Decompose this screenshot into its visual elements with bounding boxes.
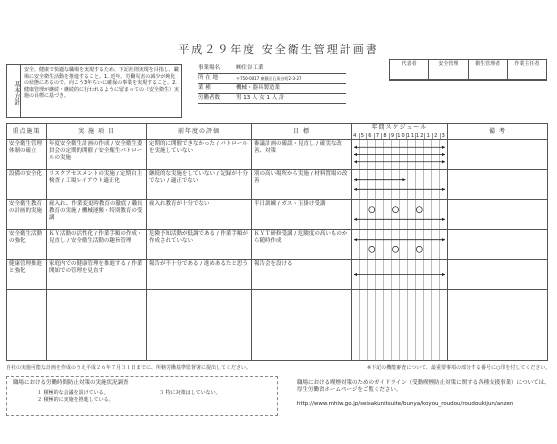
schedule-grid-column	[415, 290, 423, 360]
schedule-arrowhead	[354, 218, 357, 221]
row-notes	[448, 200, 548, 230]
table-row	[7, 140, 548, 170]
month-label: 8	[381, 133, 389, 139]
schedule-circle	[416, 207, 422, 213]
month-label: 10	[397, 132, 406, 139]
schedule-arrowhead	[354, 178, 357, 181]
plan-table	[6, 123, 548, 361]
schedule-arrowhead	[442, 153, 445, 156]
empty-cell	[147, 290, 252, 361]
schedule-arrowhead	[442, 188, 445, 191]
instruction-note: ※下記の機能審査について、最重要事項の部分する番号に○印を付してください。	[367, 365, 551, 371]
table-row	[7, 200, 548, 230]
industry-value: 機械・器具製造業	[236, 85, 281, 92]
schedule-circle	[393, 246, 399, 252]
schedule-arrowhead	[442, 146, 445, 149]
survey-box	[6, 376, 278, 416]
schedule-arrowhead	[354, 160, 357, 163]
reference-text: 職場における喫煙対策のためのガイドライン（受動喫煙防止対策に関する各種支援事業）については、厚生労働省ホームページをご覧ください。	[297, 380, 550, 394]
schedule-arrowhead	[354, 146, 357, 149]
schedule-grid-column	[431, 290, 439, 360]
stamp-supervisor: 作業主任者	[508, 60, 546, 80]
schedule-grid-column	[423, 290, 431, 360]
schedule-grid-column	[375, 290, 383, 360]
schedule-grid-column	[367, 290, 375, 360]
schedule-grid-column	[391, 290, 399, 360]
row-notes	[448, 170, 548, 200]
schedule-arrowhead	[354, 153, 357, 156]
address-value: 〒750-0017 東銀区石炭台町2-3-27	[236, 76, 302, 81]
row-goal: 半日訓練 / ガス・玉掛け受講	[252, 200, 352, 230]
header-eval: 前年度の評価	[147, 124, 252, 140]
empty-cell	[448, 290, 548, 361]
survey-option[interactable]: １ 積極的な会議を設けている。	[37, 389, 109, 396]
policy-text: 安全、健康で快適な職場を実現するため、下記社則実現を目指し、職場に安全衛生活動を推進すること。1. 近年、労働災害の減少が鈍化の状態にあるので、向こう3年ちいに確保の事業を実現すること。2. 健康管理が継続・継続的に行われるように留まっての（安全衛生）実施の目標に基づき。	[24, 67, 180, 99]
schedule-grid	[352, 290, 447, 360]
table-row	[7, 260, 548, 290]
header-schedule	[352, 124, 448, 140]
row-goal: 審議計画の確認・見直し / 確実な改善、対策	[252, 140, 352, 170]
survey-option[interactable]: ２ 積極的に実施を推進している。	[37, 397, 114, 404]
month-label: 2	[432, 133, 440, 139]
row-notes	[448, 140, 548, 170]
basic-policy	[6, 64, 182, 118]
empty-cell	[47, 290, 147, 361]
schedule-marks	[352, 140, 447, 169]
empty-cell	[252, 290, 352, 361]
row-items: 年度安全衛生計画の作成 / 安全衛生委員会の定期的開催 / 安全衛生パトロールの実施	[47, 140, 147, 170]
schedule-grid-column	[439, 290, 447, 360]
schedule-arrowhead	[442, 238, 445, 241]
approval-stamps	[389, 59, 547, 81]
row-goal: ＫＹＴ研修受講 / 危険度の高いものから随時作成	[252, 230, 352, 260]
address-row	[198, 74, 346, 84]
reference-url[interactable]: http://www.mhlw.go.jp/seisakunitsuite/bunya/koyou_roudou/roudoukijun/anzen	[297, 400, 514, 407]
schedule-arrowhead	[354, 273, 357, 276]
office-row	[198, 64, 346, 74]
empty-cell	[7, 290, 47, 361]
reference-info	[297, 380, 551, 408]
survey-question: 職場における労働時間防止対策の実施状況調査	[13, 380, 129, 386]
schedule-circle	[393, 207, 399, 213]
row-schedule	[352, 230, 448, 260]
schedule-grid-column	[399, 290, 407, 360]
stamp-representative: 代表者	[390, 60, 429, 80]
table-row	[7, 230, 548, 260]
row-measure: 健康管理推進と強化	[7, 260, 47, 290]
row-items: 雇入れ、作業変更時教育の徹底 / 職長教育の実施 / 機械運搬・特別教育の受講	[47, 200, 147, 230]
row-eval: 危険予知活動が低調である / 作業手順が作成されていない	[147, 230, 252, 260]
month-label: 5	[359, 133, 367, 139]
row-goal: 別の高い場所から実施 / 材料置場の改善	[252, 170, 352, 200]
row-notes	[448, 230, 548, 260]
stamp-safety: 安全管理	[429, 60, 468, 80]
schedule-circle	[416, 246, 422, 252]
row-eval: 報告が不十分である / 進めあるたと思う	[147, 260, 252, 290]
row-items: リスクアセスメントの実施 / 定期自主検査 / 工場レイアウト適正化	[47, 170, 147, 200]
schedule-title: 年間スケジュール	[371, 124, 428, 132]
header-items: 実 施 項 目	[47, 124, 147, 140]
row-notes	[448, 260, 548, 290]
month-label: 9	[389, 133, 397, 139]
table-row-empty	[7, 290, 548, 361]
stamp-health: 衛生管理者	[469, 60, 508, 80]
table-header-row	[7, 124, 548, 140]
survey-option[interactable]: ３ 特に対策はしていない。	[159, 389, 221, 396]
month-label: 3	[440, 133, 448, 139]
row-eval: 雇入れ教育が十分でない	[147, 200, 252, 230]
submission-note: 自社の実施可能な計画を作成のうえ平成２６年７月３１日までに、所轄労働基準監督署に提出してください。	[6, 365, 252, 371]
row-measure: 安全衛生管理体制の確立	[7, 140, 47, 170]
row-measure: 安全衛生活動の強化	[7, 230, 47, 260]
schedule-arrowhead	[442, 218, 445, 221]
policy-label: 基本方針	[7, 65, 21, 117]
workers-value: 男 13 人 女 1 人 計	[236, 95, 285, 102]
schedule-arrowhead	[442, 160, 445, 163]
schedule-arrowhead	[402, 178, 405, 181]
header-goal: 目 標	[252, 124, 352, 140]
schedule-grid-column	[407, 290, 415, 360]
row-schedule-empty	[352, 290, 448, 361]
row-goal: 報告会を設ける	[252, 260, 352, 290]
row-schedule	[352, 140, 448, 170]
header-notes: 備 考	[448, 124, 548, 140]
row-schedule	[352, 200, 448, 230]
industry-row	[198, 84, 346, 94]
table-row	[7, 170, 548, 200]
schedule-arrowhead	[442, 273, 445, 276]
page-title: 平成２９年度 安全衛生管理計画書	[178, 43, 379, 56]
row-eval: 定期的に開催できなかった / パトロールを実施していない	[147, 140, 252, 170]
month-label: 4	[353, 132, 358, 139]
row-schedule	[352, 170, 448, 200]
address-label: 所 在 地	[198, 75, 218, 82]
month-label: 11	[406, 132, 416, 139]
industry-label: 業 種	[198, 85, 211, 92]
row-schedule	[352, 260, 448, 290]
row-measure: 設備の安全化	[7, 170, 47, 200]
schedule-arrowhead	[354, 238, 357, 241]
schedule-marks	[352, 200, 447, 229]
workers-label: 労働者数	[198, 95, 221, 102]
month-row	[352, 133, 447, 139]
survey-options	[13, 390, 271, 404]
workers-row	[198, 94, 346, 104]
month-label: 6	[366, 133, 374, 139]
month-label: 12	[416, 132, 425, 139]
row-measure: 安全衛生教育の計画的実施	[7, 200, 47, 230]
schedule-grid-column	[352, 290, 359, 360]
month-label: 1	[424, 133, 432, 139]
office-info	[198, 64, 346, 104]
schedule-grid-column	[359, 290, 367, 360]
schedule-marks	[352, 230, 447, 259]
schedule-circle	[369, 207, 375, 213]
row-items: ＫＹ活動の活性化 / 作業手順の作成・見直し / 安全衛生活動の趣旨管理	[47, 230, 147, 260]
row-eval: 継続的な実施をしていない / 記録が十分でない / 適正でない	[147, 170, 252, 200]
schedule-marks	[352, 260, 447, 289]
schedule-circle	[369, 246, 375, 252]
row-items: 家庭内での健康管理を推進する / 作業開始での管理を見直す	[47, 260, 147, 290]
office-value: ㈱住谷工業	[236, 65, 264, 72]
schedule-arrowhead	[354, 188, 357, 191]
office-label: 事業場名	[198, 65, 221, 72]
schedule-marks	[352, 170, 447, 199]
header-measure: 重点施策	[7, 124, 47, 140]
schedule-grid-column	[383, 290, 391, 360]
month-label: 7	[374, 133, 382, 139]
